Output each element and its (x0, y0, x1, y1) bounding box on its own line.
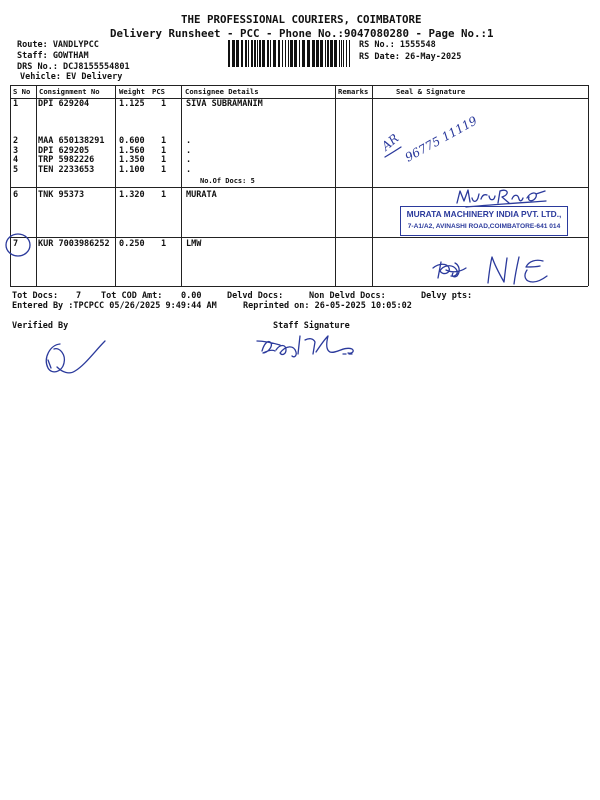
barcode-bar (299, 40, 300, 67)
barcode-bar (241, 40, 243, 67)
header-sno: S No (13, 87, 31, 96)
barcode-bar (341, 40, 342, 67)
row7-ne-mark (488, 257, 547, 284)
row1-seal-underline (385, 147, 401, 157)
barcode-bar (245, 40, 247, 67)
barcode-bar (257, 40, 258, 67)
barcode-bar (267, 40, 269, 67)
delvd-docs-label: Delvd Docs: (227, 290, 284, 301)
row-pcs: 1 (161, 99, 167, 109)
rs-no-value: 1555548 (399, 40, 436, 50)
row6-handwritten-signature (457, 190, 546, 207)
row-consignee: . (186, 145, 192, 156)
header-consignment-no: Consignment No (39, 87, 100, 96)
column-divider (115, 85, 116, 286)
row-pcs: 1 (161, 164, 167, 175)
barcode-bar (228, 40, 230, 67)
header-weight: Weight (119, 87, 145, 96)
row-sno: 2 (13, 136, 19, 146)
row-weight: 0.600 (119, 136, 145, 146)
tot-cod-value: 0.00 (181, 290, 202, 301)
row-consignee: . (186, 155, 192, 165)
row1-seal-initials: AR (378, 131, 402, 154)
staff-label: Staff: (17, 51, 48, 61)
row-sno: 5 (13, 164, 19, 175)
row-consignment-no: TEN 2233653 (38, 164, 95, 175)
column-divider (335, 85, 336, 286)
row-pcs: 1 (161, 155, 167, 165)
reprinted-on: Reprinted on: 26-05-2025 10:05:02 (243, 300, 412, 311)
barcode-bar (302, 40, 305, 67)
barcode-bar (251, 40, 253, 67)
row-divider (10, 187, 588, 188)
row-consignment-no: TRP 5982226 (38, 155, 95, 165)
barcode-bar (312, 40, 315, 67)
group-doc-count: No.Of Docs: 5 (200, 177, 255, 185)
route-line (17, 40, 99, 50)
column-divider (372, 85, 373, 286)
barcode-bar (232, 40, 235, 67)
row-consignment-no: KUR 7003986252 (38, 238, 110, 249)
rs-no-line (359, 40, 436, 50)
header-seal-signature: Seal & Signature (396, 87, 466, 96)
barcode-bar (294, 40, 297, 67)
barcode-bar (278, 40, 280, 67)
drs-no-value: DCJ8155554801 (63, 62, 130, 72)
barcode-bar (343, 40, 344, 67)
row-consignment-no: MAA 650138291 (38, 136, 105, 146)
barcode-bar (285, 40, 286, 67)
row-pcs: 1 (161, 145, 167, 156)
header-pcs: PCS (152, 87, 165, 96)
company-stamp (400, 206, 568, 236)
barcode-bar (307, 40, 310, 67)
table-bottom-border (10, 286, 588, 287)
barcode-bar (339, 40, 340, 67)
barcode-bar (273, 40, 276, 67)
header-remarks: Remarks (338, 87, 369, 96)
rs-date-label: RS Date: (359, 52, 400, 62)
staff-signature (257, 336, 353, 357)
row-sno: 7 (13, 238, 19, 249)
vehicle-value: EV Delivery (66, 72, 123, 82)
row-sno: 6 (13, 189, 19, 200)
row7-signature-scribble (433, 262, 466, 278)
row-weight: 1.560 (119, 145, 145, 156)
row-sno: 1 (13, 99, 19, 109)
table-header-divider (10, 98, 588, 99)
barcode-bar (236, 40, 239, 67)
column-divider (10, 85, 11, 286)
vehicle-line (20, 72, 122, 82)
barcode-bar (327, 40, 329, 67)
row-weight: 1.350 (119, 155, 145, 165)
row1-seal-phone: 96775 11119 (402, 113, 480, 165)
row-consignee: . (186, 164, 192, 175)
barcode-bar (334, 40, 337, 67)
staff-value: GOWTHAM (52, 51, 89, 61)
company-name: THE PROFESSIONAL COURIERS, COIMBATORE (181, 13, 422, 26)
row-pcs: 1 (161, 189, 167, 200)
barcode-bar (259, 40, 261, 67)
delvy-pts-label: Delvy pts: (421, 290, 473, 301)
row-consignee: SIVA SUBRAMANIM (186, 99, 263, 109)
row-pcs: 1 (161, 238, 167, 249)
route-label: Route: (17, 40, 48, 50)
barcode-bar (270, 40, 271, 67)
drs-no-label: DRS No.: (17, 62, 58, 72)
stamp-address: 7-A1/A2, AVINASHI ROAD,COIMBATORE-641 014 (407, 223, 561, 230)
barcode (228, 40, 352, 67)
rs-no-label: RS No.: (359, 40, 395, 50)
column-divider (588, 85, 589, 286)
drs-no-line (17, 62, 130, 72)
row-weight: 0.250 (119, 238, 145, 249)
barcode-bar (346, 40, 347, 67)
barcode-bar (325, 40, 326, 67)
column-divider (181, 85, 182, 286)
verified-by-signature (46, 341, 105, 373)
verified-by-label: Verified By (12, 320, 69, 331)
table-top-border (10, 85, 588, 86)
row-weight: 1.125 (119, 99, 145, 109)
barcode-bar (316, 40, 319, 67)
column-divider (36, 85, 37, 286)
rs-date-value: 26-May-2025 (405, 52, 462, 62)
row1-handwritten-seal (378, 113, 480, 164)
barcode-bar (330, 40, 333, 67)
runsheet-title: Delivery Runsheet - PCC - Phone No.:9047080280 - Page No.:1 (110, 27, 494, 40)
row-sno: 4 (13, 155, 19, 165)
barcode-bar (288, 40, 289, 67)
row-consignment-no: DPI 629204 (38, 99, 90, 109)
row-weight: 1.320 (119, 189, 145, 200)
non-delvd-docs-label: Non Delvd Docs: (309, 290, 386, 301)
tot-cod-label: Tot COD Amt: (101, 290, 163, 301)
tot-docs-label: Tot Docs: (12, 290, 59, 301)
row-weight: 1.100 (119, 164, 145, 175)
row-sno: 3 (13, 145, 19, 156)
vehicle-label: Vehicle: (20, 72, 61, 82)
barcode-graphic (228, 40, 352, 67)
route-value: VANDLYPCC (52, 40, 99, 50)
barcode-bar (320, 40, 323, 67)
staff-line (17, 51, 89, 61)
entered-by: Entered By :TPCPCC 05/26/2025 9:49:44 AM (12, 300, 217, 311)
row-consignee: LMW (186, 238, 202, 249)
barcode-bar (262, 40, 265, 67)
row-consignee: MURATA (186, 189, 217, 200)
stamp-company-name: MURATA MACHINERY INDIA PVT. LTD., (406, 209, 562, 219)
tot-docs-value: 7 (76, 290, 82, 301)
barcode-bar (290, 40, 293, 67)
barcode-bar (248, 40, 249, 67)
row-consignment-no: DPI 629205 (38, 145, 90, 156)
row-pcs: 1 (161, 136, 167, 146)
staff-signature-label: Staff Signature (273, 320, 350, 331)
barcode-bar (282, 40, 283, 67)
row-consignment-no: TNK 95373 (38, 189, 85, 200)
barcode-bar (349, 40, 350, 67)
rs-date-line (359, 52, 461, 62)
header-consignee-details: Consignee Details (185, 87, 259, 96)
barcode-bar (254, 40, 256, 67)
row-consignee: . (186, 136, 192, 146)
